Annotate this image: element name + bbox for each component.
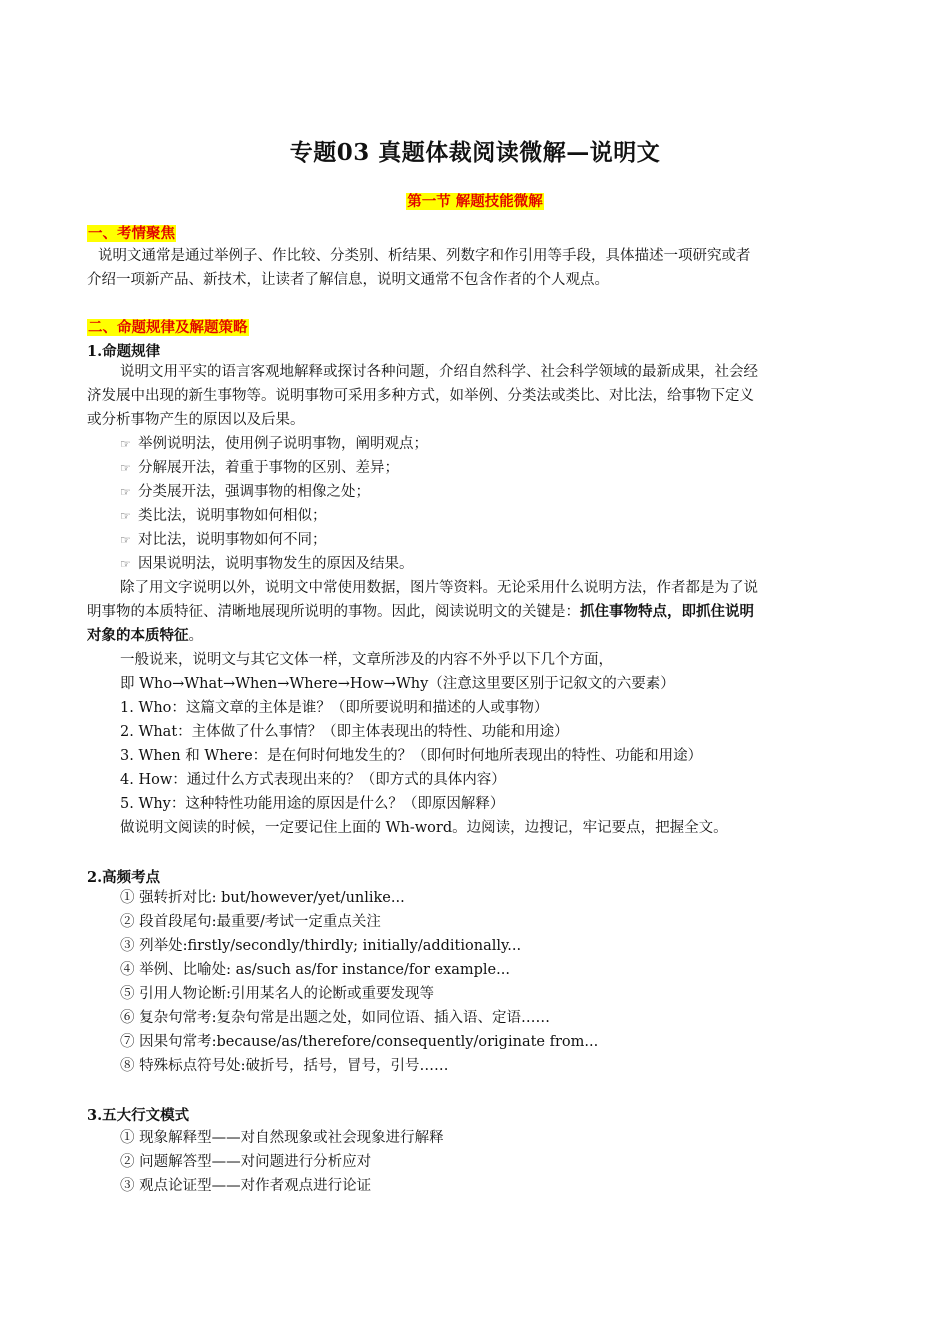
para3-line: 一般说来，说明文与其它文体一样，文章所涉及的内容不外乎以下几个方面， [120,652,613,668]
wh-item: 2. What：主体做了什么事情？（即主体表现出的特性、功能和用途） [120,724,569,740]
method-item [120,456,399,480]
exam-point-item: ③ 列举处:firstly/secondly/thirdly; initially/additionally... [120,938,522,954]
exam-point-item: ⑦ 因果句常考:because/as/therefore/consequently/originate from... [120,1034,599,1050]
exam-point-item: ⑥ 复杂句常考:复杂句常是出题之处，如同位语、插入语、定语…… [120,1010,550,1026]
pattern-item: ① 现象解释型——对自然现象或社会现象进行解释 [120,1130,444,1146]
wh-item: 4. How：通过什么方式表现出来的？（即方式的具体内容） [120,772,506,788]
method-item [120,432,428,456]
method-text: 因果说明法，说明事物发生的原因及结果。 [138,556,414,572]
pointing-hand-icon: ☞ [120,485,131,499]
sub1-intro-line: 济发展中出现的新生事物等。说明事物可采用多种方式，如举例、分类法或类比、对比法，给事物下定义 [87,388,754,404]
wh-item: 5. Why：这种特性功能用途的原因是什么？（即原因解释） [120,796,505,812]
page-title: 专题03 真题体裁阅读微解—说明文 [289,139,661,166]
exam-point-item: ⑤ 引用人物论断:引用某名人的论断或重要发现等 [120,986,434,1002]
exam-point-item: ② 段首段尾句:最重要/考试一定重点关注 [120,914,381,930]
part1-heading-text: 一、考情聚焦 [88,225,175,242]
method-text: 对比法，说明事物如何不同； [138,532,327,548]
wh-chain: 即 Who→What→When→Where→How→Why（注意这里要区别于记叙文的六要素） [120,676,675,692]
method-text: 分类展开法，强调事物的相像之处； [138,484,370,500]
method-text: 举例说明法，使用例子说明事物，阐明观点； [138,436,428,452]
sub2-heading: 2.高频考点 [87,869,161,886]
pointing-hand-icon: ☞ [120,509,131,523]
part2-heading [87,316,249,337]
section-title [0,190,950,211]
wh-item: 3. When 和 Where：是在何时何地发生的？（即何时何地所表现出的特性、功能和用途） [120,748,703,764]
part1-line: 说明文通常是通过举例子、作比较、分类别、析结果、列数字和作引用等手段，具体描述一项研究或者 [98,248,751,264]
exam-point-item: ① 强转折对比: but/however/yet/unlike... [120,890,405,906]
part2-heading-text: 二、命题规律及解题策略 [88,319,248,336]
method-text: 类比法，说明事物如何相似； [138,508,327,524]
para2-line [87,624,203,648]
part1-heading [87,222,176,243]
section-title-highlight: 第一节 解题技能微解 [407,193,543,210]
pointing-hand-icon: ☞ [120,461,131,475]
sub1-intro-line: 说明文用平实的语言客观地解释或探讨各种问题，介绍自然科学、社会科学领域的最新成果，社会经 [120,364,758,380]
pattern-item: ③ 观点论证型——对作者观点进行论证 [120,1178,372,1194]
para2-key-point: 抓住事物特点，即抓住说明 [580,603,754,620]
method-item [120,528,327,552]
para2-text: 明事物的本质特征、清晰地展现所说明的事物。因此，阅读说明文的关键是： [87,604,580,620]
closing-line: 做说明文阅读的时候，一定要记住上面的 Wh-word。边阅读，边搜记，牢记要点，把握全文。 [120,820,728,836]
para2-line [87,600,754,624]
method-item [120,504,327,528]
sub3-heading: 3.五大行文模式 [87,1107,190,1124]
wh-item: 1. Who：这篇文章的主体是谁？（即所要说明和描述的人或事物） [120,700,549,716]
pointing-hand-icon: ☞ [120,533,131,547]
exam-point-item: ⑧ 特殊标点符号处:破折号，括号，冒号，引号…… [120,1058,449,1074]
exam-point-item: ④ 举例、比喻处: as/such as/for instance/for example... [120,962,510,978]
pointing-hand-icon: ☞ [120,557,131,571]
sub1-intro-line: 或分析事物产生的原因以及后果。 [87,412,305,428]
pattern-item: ② 问题解答型——对问题进行分析应对 [120,1154,372,1170]
method-item [120,480,370,504]
para2-text: 。 [188,628,203,644]
para2-line: 除了用文字说明以外，说明文中常使用数据，图片等资料。无论采用什么说明方法，作者都是为了说 [120,580,758,596]
pointing-hand-icon: ☞ [120,437,131,451]
method-text: 分解展开法，着重于事物的区别、差异； [138,460,399,476]
sub1-heading: 1.命题规律 [87,343,161,360]
part1-line: 介绍一项新产品、新技术，让读者了解信息，说明文通常不包含作者的个人观点。 [87,272,609,288]
method-item [120,552,414,576]
para2-key-point: 对象的本质特征 [87,627,189,644]
